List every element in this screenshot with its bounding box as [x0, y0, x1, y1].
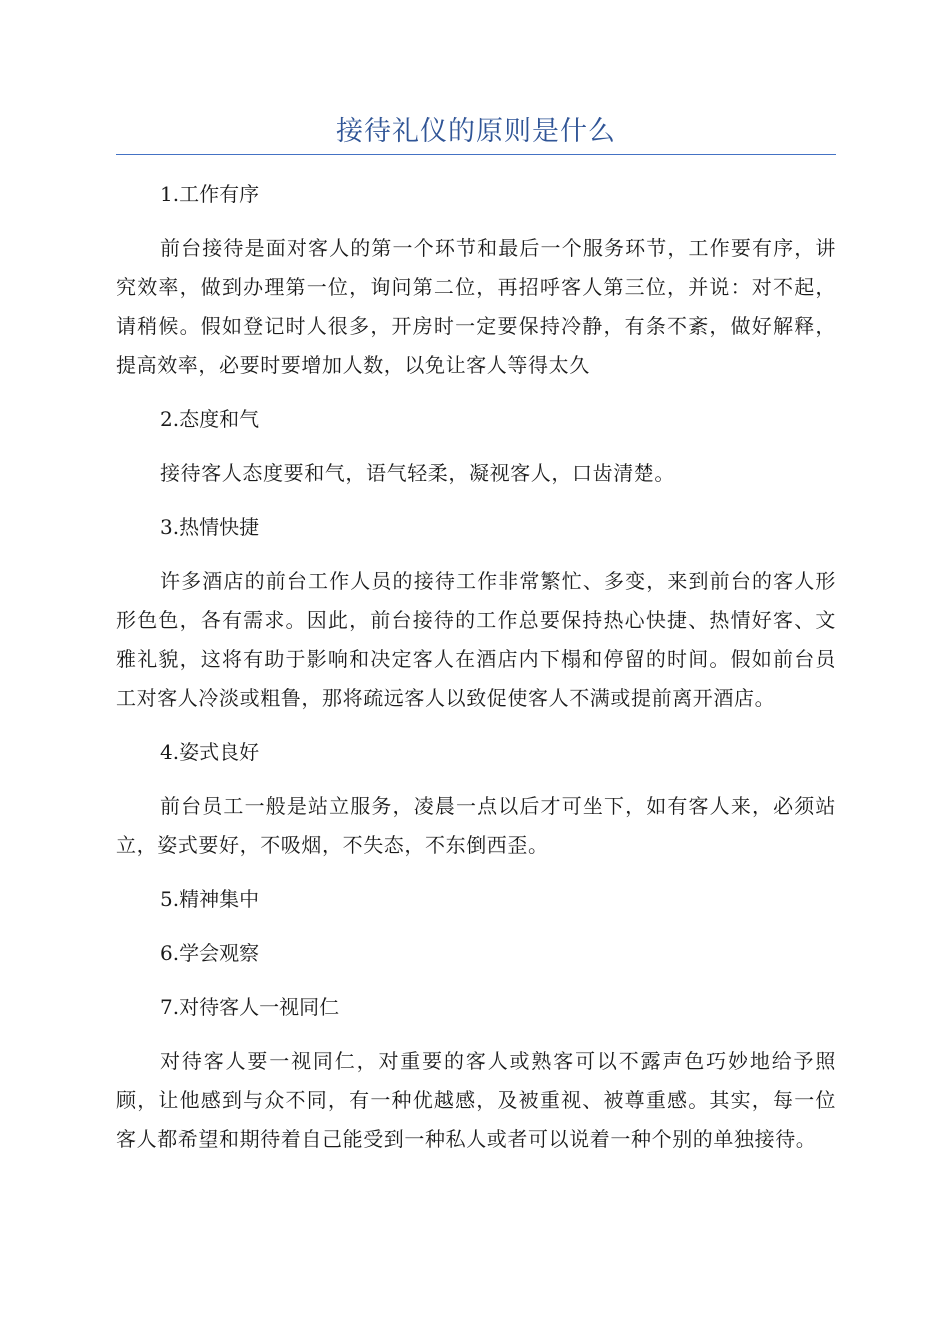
section-heading-6: 6.学会观察 [160, 941, 260, 965]
title-underline [116, 154, 836, 155]
section-body-2: 接待客人态度要和气，语气轻柔，凝视客人，口齿清楚。 [160, 461, 675, 485]
section-body-1: 前台接待是面对客人的第一个环节和最后一个服务环节，工作要有序，讲究效率，做到办理第一位，询问第二位，再招呼客人第三位，并说：对不起，请稍候。假如登记时人很多，开房时一定要保持冷静，有条不紊，做好解释，提高效率，必要时要增加人数，以免让客人等得太久 [116, 236, 836, 377]
document-title: 接待礼仪的原则是什么 [336, 116, 616, 147]
section-heading-7: 7.对待客人一视同仁 [160, 995, 340, 1019]
section-heading-2: 2.态度和气 [160, 407, 260, 431]
section-heading-3: 3.热情快捷 [160, 515, 260, 539]
section-body-3: 许多酒店的前台工作人员的接待工作非常繁忙、多变，来到前台的客人形形色色，各有需求。因此，前台接待的工作总要保持热心快捷、热情好客、文雅礼貌，这将有助于影响和决定客人在酒店内下榻和停留的时间。假如前台员工对客人冷淡或粗鲁，那将疏远客人以致促使客人不满或提前离开酒店。 [116, 569, 836, 710]
section-heading-4: 4.姿式良好 [160, 740, 260, 764]
section-body-7: 对待客人要一视同仁，对重要的客人或熟客可以不露声色巧妙地给予照顾，让他感到与众不同，有一种优越感，及被重视、被尊重感。其实，每一位客人都希望和期待着自己能受到一种私人或者可以说着一种个别的单独接待。 [116, 1049, 836, 1151]
section-body-4: 前台员工一般是站立服务，凌晨一点以后才可坐下，如有客人来，必须站立，姿式要好，不吸烟，不失态，不东倒西歪。 [116, 794, 836, 857]
document-page [116, 110, 836, 1159]
section-heading-1: 1.工作有序 [160, 182, 260, 206]
section-heading-5: 5.精神集中 [160, 887, 260, 911]
